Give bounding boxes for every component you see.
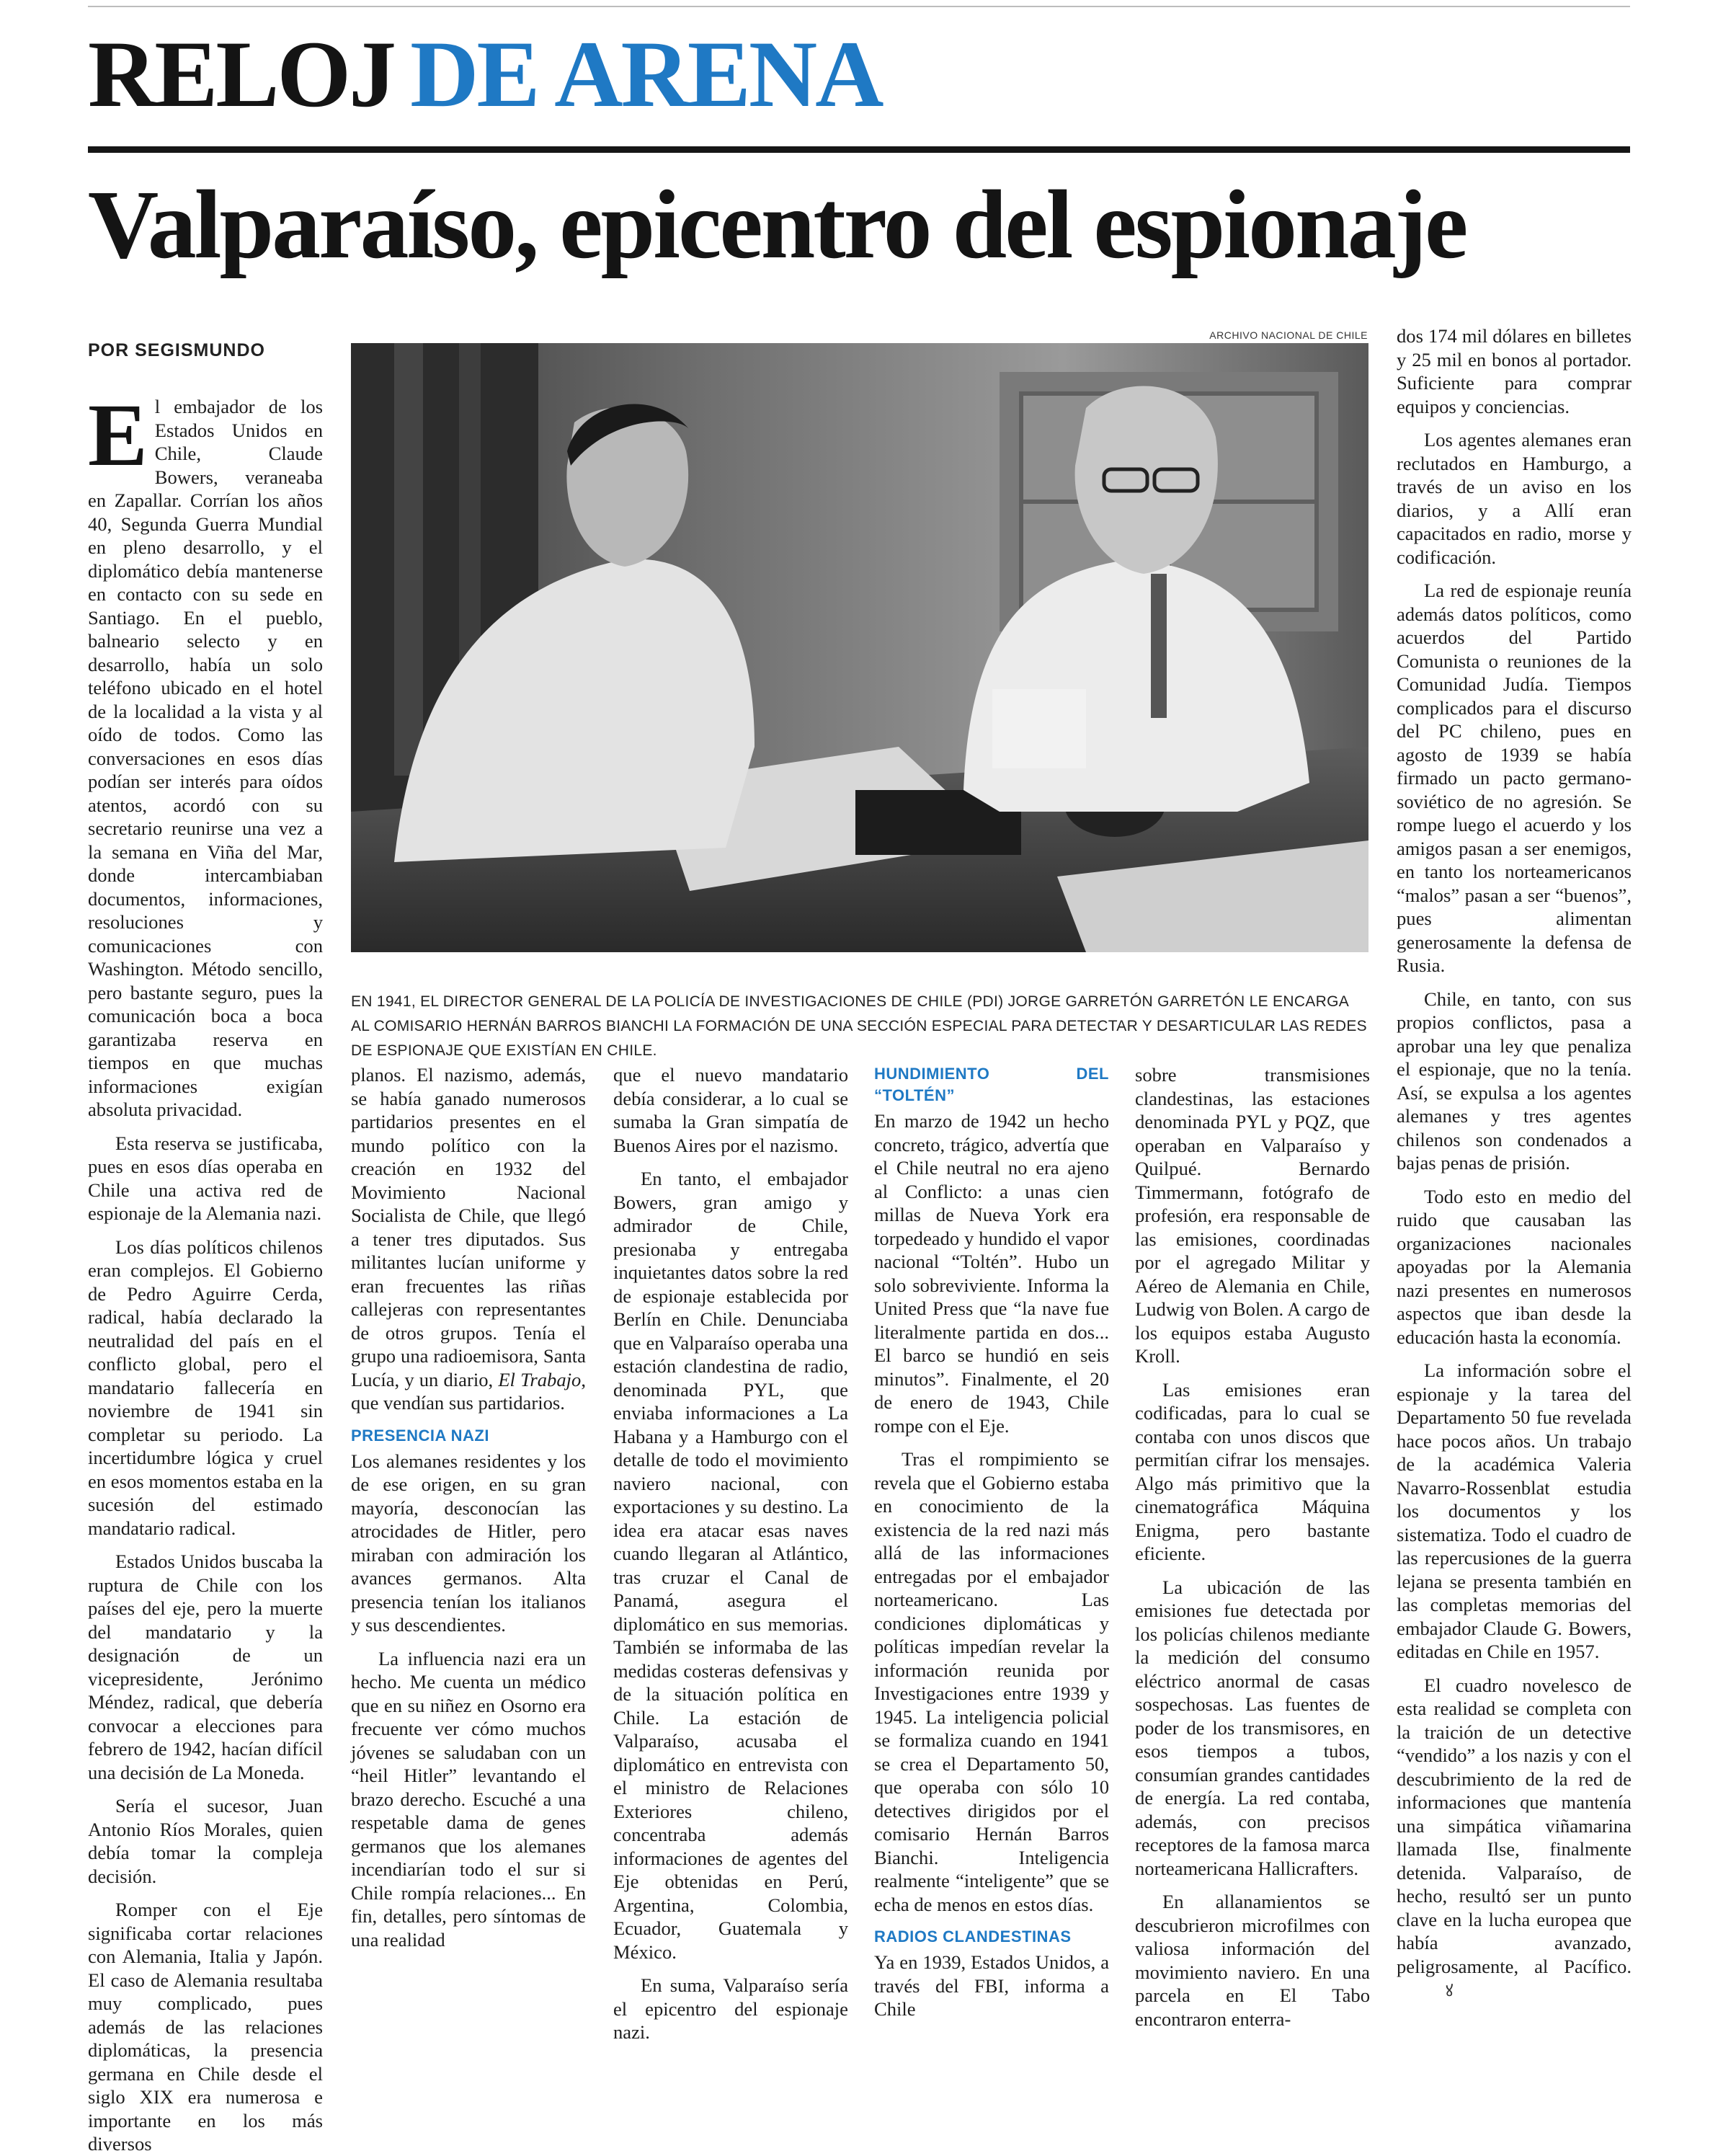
paragraph: En suma, Valparaíso sería el epicentro del espionaje nazi. <box>613 1974 848 2043</box>
paragraph: La red de espionaje reunía además datos políticos, como acuerdos del Partido Comunista o reuniones de la Comunidad Judía. Tiempos complicados para el discurso del PC chileno, pues en agosto de 1939 se había firmado un pacto germano-soviético de no agresión. Se rompe luego el acuerdo y los amigos pasan a ser enemigos, en tanto los norteamericanos “malos” pasan a ser “buenos”, pues alimentan generosamente la defensa de Rusia. <box>1397 580 1632 976</box>
article-column-3 <box>613 1063 848 2044</box>
section-title-blue: DE ARENA <box>410 21 882 127</box>
article-column-4 <box>874 1063 1109 2021</box>
top-rule <box>88 6 1630 7</box>
archive-photo <box>351 343 1368 952</box>
paragraph: En tanto, el embajador Bowers, gran amigo y admirador de Chile, presionaba y entregaba inquietantes datos sobre la red de espionaje establecida por Berlín en Chile. Denunciaba que en Valparaíso operaba una estación clandestina de radio, denominada PYL, que enviaba informaciones a La Habana y a Hamburgo con el detalle de todo el movimiento naviero nacional, con exportaciones y su destino. La idea era atacar esas naves cuando llegaran al Atlántico, tras cruzar el Canal de Panamá, asegura el diplomático en sus memorias. También se informaba de las medidas costeras defensivas y de la situación política en Chile. La estación de Valparaíso, acusaba el diplomático en entrevista con el ministro de Relaciones Exteriores chileno, concentraba además informaciones de agentes del Eje obtenidas en Perú, Argentina, Colombia, Ecuador, Guatemala y México. <box>613 1168 848 1963</box>
photo-credit: ARCHIVO NACIONAL DE CHILE <box>1209 329 1368 341</box>
paragraph: Esta reserva se justificaba, pues en esos días operaba en Chile una activa red de espionaje de la Alemania nazi. <box>88 1132 323 1224</box>
paragraph-text: l embajador de los Estados Unidos en Chile, Claude Bowers, veraneaba en Zapallar. Corrían los años 40, Segunda Guerra Mundial en pleno desarrollo, y el diplomático debía mantenerse en contacto con su sede en Santiago. En el pueblo, balneario selecto y en desarrollo, había un solo teléfono ubicado en el hotel de la localidad a la vista y al oído de todos. Como las conversaciones en esos días podían ser interés para oídos atentos, acordó con su secretario reunirse una vez a la semana en Viña del Mar, donde intercambiaban documentos, informaciones, resoluciones y comunicaciones con Washington. Método sencillo, pero bastante seguro, pues la comunicación boca a boca garantizaba reserva en tiempos en que muchas informaciones exigían absoluta privacidad. <box>88 396 323 1120</box>
article-column-1 <box>88 386 323 2156</box>
paragraph: La influencia nazi era un hecho. Me cuenta un médico que en su niñez en Osorno era frecuente ver cómo muchos jóvenes se saludaban con un “heil Hitler” levantando el brazo derecho. Escuché a una respetable dama de genes germanos que los alemanes incendiarían todo el sur si Chile rompía relaciones... En fin, detalles, pero síntomas de una realidad <box>351 1647 586 1951</box>
paragraph <box>88 386 323 1122</box>
byline: POR SEGISMUNDO <box>88 340 265 360</box>
paragraph: La ubicación de las emisiones fue detectada por los policías chilenos mediante la medición del consumo eléctrico anormal de casas sospechosas. Las fuentes de poder de los transmisores, en esos tiempos a tubos, consumían grandes cantidades de energía. La red contaba, además, con precisos receptores de la famosa marca norteamericana Hallicrafters. <box>1135 1576 1370 1879</box>
article-column-5 <box>1135 1063 1370 2031</box>
paragraph: Chile, en tanto, con sus propios conflictos, pasa a aprobar una ley que penaliza el espionaje, que no la tenía. Así, se expulsa a los agentes alemanes y tres agentes chilenos son condenados a bajas penas de prisión. <box>1397 988 1632 1174</box>
paragraph-text: , que vendían sus partidarios. <box>351 1368 586 1414</box>
header-rule <box>88 146 1630 153</box>
photo-caption: EN 1941, EL DIRECTOR GENERAL DE LA POLICÍA DE INVESTIGACIONES DE CHILE (PDI) JORGE GARRETÓN GARRETÓN LE ENCARGA AL COMISARIO HERNÁN BARROS BIANCHI LA FORMACIÓN DE UNA SECCIÓN ESPECIAL PARA DETECTAR Y DESARTICULAR LAS REDES DE ESPIONAJE QUE EXISTÍAN EN CHILE. <box>351 993 1367 1059</box>
paragraph: Los alemanes residentes y los de ese origen, en su gran mayoría, desconocían las atrocidades de Hitler, pero miraban con admiración los avances germanos. Alta presencia tenían los italianos y sus descendientes. <box>351 1450 586 1636</box>
subheading: PRESENCIA NAZI <box>351 1426 489 1445</box>
article-column-6 <box>1397 324 1632 2004</box>
paragraph: Tras el rompimiento se revela que el Gobierno estaba en conocimiento de la existencia de la red nazi más allá de las informaciones entregadas por el embajador norteamericano. Las condiciones diplomáticas y políticas impedían revelar la información reunida por Investigaciones entre 1939 y 1945. La inteligencia policial se formaliza cuando en 1941 se crea el Departamento 50, que operaba con sólo 10 detectives dirigidos por el comisario Hernán Barros Bianchi. Inteligencia realmente “inteligente” que se echa de menos en estos días. <box>874 1448 1109 1915</box>
article-headline: Valparaíso, epicentro del espionaje <box>88 171 1466 279</box>
paragraph: que el nuevo mandatario debía considerar, a lo cual se sumaba la Gran simpatía de Buenos Aires por el nazismo. <box>613 1064 848 1156</box>
paragraph: En allanamientos se descubrieron microfilmes con valiosa información del movimiento naviero. En una parcela en El Tabo encontraron enterra- <box>1135 1891 1370 2030</box>
section-title-black: RELOJ <box>88 21 395 127</box>
section-header <box>88 20 882 128</box>
paragraph: Estados Unidos buscaba la ruptura de Chile con los países del eje, pero la muerte del mandatario y la designación de un vicepresidente, Jerónimo Méndez, radical, que debería convocar a elecciones para febrero de 1942, hacían difícil una decisión de La Moneda. <box>88 1551 323 1783</box>
paragraph: Los agentes alemanes eran reclutados en Hamburgo, a través de un aviso en los diarios, y a Allí eran capacitados en radio, morse y codificación. <box>1397 429 1632 568</box>
drop-cap: E <box>88 386 148 484</box>
paragraph: sobre transmisiones clandestinas, las estaciones denominada PYL y PQZ, que operaban en Valparaíso y Quilpué. Bernardo Timmermann, fotógrafo de profesión, era responsable de las emisiones, coordinadas por el agregado Militar y Aéreo de Alemania en Chile, Ludwig von Bolen. A cargo de los equipos estaba Augusto Kroll. <box>1135 1064 1370 1367</box>
paragraph: Romper con el Eje significaba cortar relaciones con Alemania, Italia y Japón. El caso de Alemania resultaba muy complicado, pues además de las relaciones diplomáticas, la presencia germana en Chile desde el siglo XIX era numerosa e importante en los más diversos <box>88 1899 323 2155</box>
paragraph: Los días políticos chilenos eran complejos. El Gobierno de Pedro Aguirre Cerda, radical, había declarado la neutralidad del país en el conflicto global, pero el mandatario fallecería en noviembre de 1941 sin completar su periodo. La incertidumbre lógica y cruel en esos momentos estaba en la sucesión del estimado mandatario radical. <box>88 1236 323 1539</box>
photo-illustration <box>351 343 1368 952</box>
paragraph: La información sobre el espionaje y la tarea del Departamento 50 fue revelada hace pocos años. Un trabajo de la académica Valeria Navarro-Rossenblat estudia los documentos y los sistematiza. Todo el cuadro de las repercusiones de la guerra lejana se presenta también en las completas memorias del embajador Claude G. Bowers, editadas en Chile en 1957. <box>1397 1359 1632 1662</box>
paragraph: En marzo de 1942 un hecho concreto, trágico, advertía que el Chile neutral no era ajeno al Conflicto: a unas cien millas de Nueva York era torpedeado y hundido el vapor nacional “Toltén”. Hubo un solo sobreviviente. Informa la United Press que “la nave fue literalmente partida en dos... El barco se hundió en seis minutos”. Finalmente, el 20 de enero de 1943, Chile rompe con el Eje. <box>874 1110 1109 1437</box>
newspaper-name: El Trabajo <box>498 1368 582 1390</box>
paragraph: Sería el sucesor, Juan Antonio Ríos Morales, quien debía tomar la compleja decisión. <box>88 1795 323 1887</box>
subheading: HUNDIMIENTO DEL “TOLTÉN” <box>874 1065 1109 1104</box>
paragraph <box>1397 1674 1632 2004</box>
paragraph: Las emisiones eran codificadas, para lo cual se contaba con unos discos que permitían cifrar los mensajes. Algo más primitivo que la cinematográfica Máquina Enigma, pero bastante eficiente. <box>1135 1378 1370 1564</box>
paragraph-text: planos. El nazismo, además, se había ganado numerosos partidarios presentes en el mundo político con la creación en 1932 del Movimiento Nacional Socialista de Chile, que llegó a tener tres diputados. Sus militantes lucían uniforme y eran frecuentes las riñas callejeras con representantes de otros grupos. Tenía el grupo una radioemisora, Santa Lucía, y un diario, <box>351 1064 586 1390</box>
paragraph: Ya en 1939, Estados Unidos, a través del FBI, informa a Chile <box>874 1951 1109 2020</box>
paragraph: dos 174 mil dólares en billetes y 25 mil en bonos al portador. Suficiente para comprar equipos y conciencias. <box>1397 325 1632 417</box>
paragraph <box>351 1063 586 1415</box>
article-column-2 <box>351 1063 586 1951</box>
subheading: RADIOS CLANDESTINAS <box>874 1927 1072 1946</box>
end-mark-icon: ꙋ <box>1446 1982 1454 2000</box>
paragraph: Todo esto en medio del ruido que causaban las organizaciones nacionales apoyadas por la Alemania nazi presentes en numerosos aspectos que iban desde la educación hasta la economía. <box>1397 1185 1632 1348</box>
paragraph-text: El cuadro novelesco de esta realidad se completa con la traición de un detective “vendido” a los nazis y con el descubrimiento de la red de informaciones que mantenía una simpática viñamarina llamada Ilse, finalmente detenida. Valparaíso, de hecho, resultó ser un punto clave en la lucha europea que había avanzado, peligrosamente, al Pacífico. <box>1397 1674 1632 1977</box>
